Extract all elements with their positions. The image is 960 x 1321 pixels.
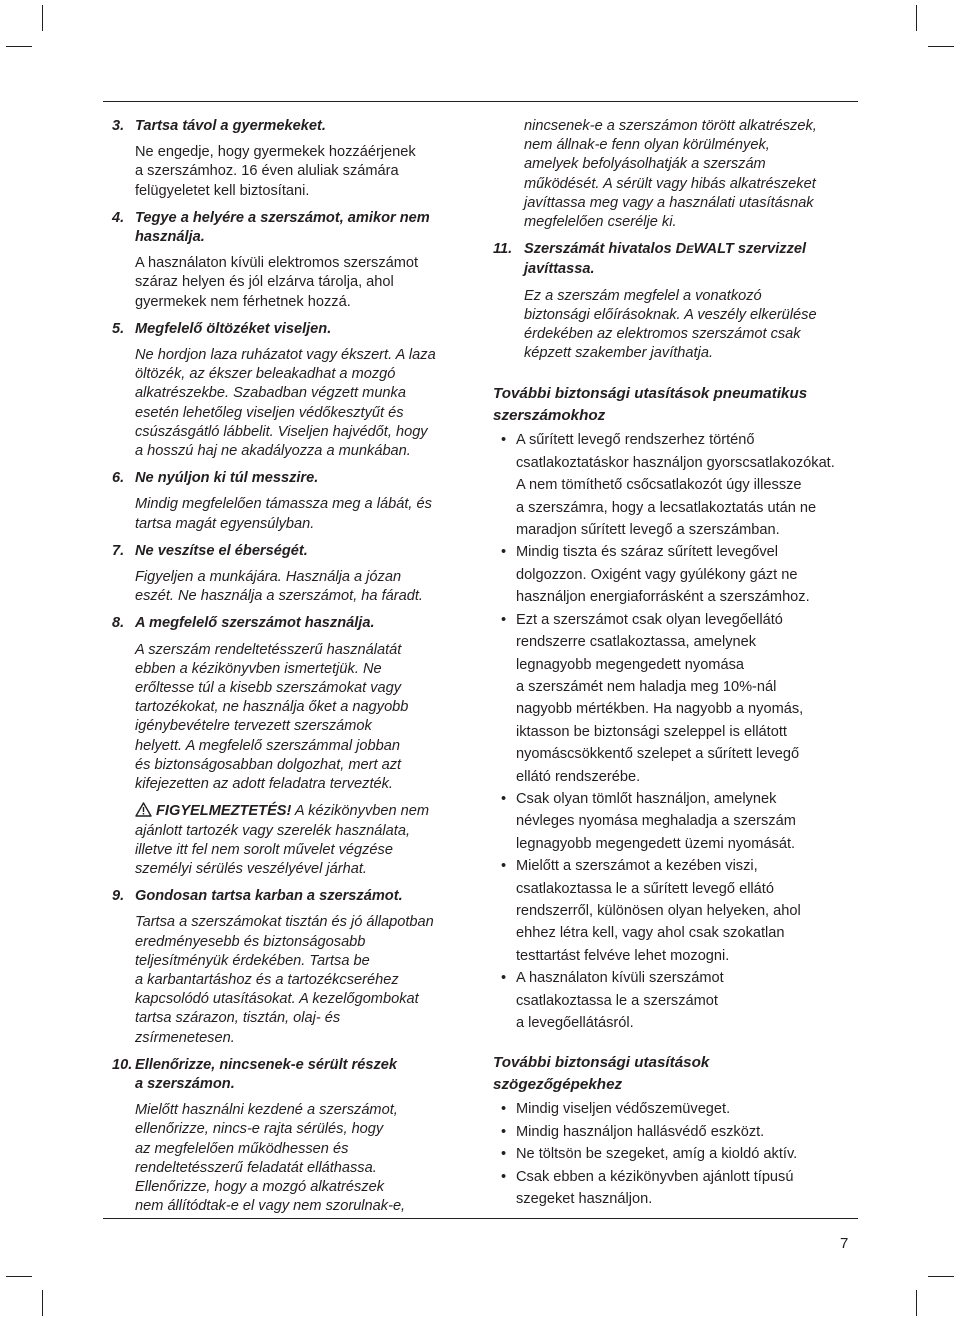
item-heading: Tegye a helyére a szerszámot, amikor nem használja.: [135, 209, 430, 246]
bullet-icon: •: [501, 1101, 507, 1118]
bullet-icon: •: [501, 1146, 507, 1163]
page-number: 7: [840, 1235, 849, 1252]
list-item: • A sűrített levegő rendszerhez történő csatlakoztatáskor használjon gyorscsatlakozókat. A nem tömíthető csőcsatlakozót úgy illessze a szerszámra, hogy a lecsatlakoztatás után ne maradjon sűrített levegő a szerszámban.: [493, 429, 863, 541]
numbered-item: [112, 469, 472, 534]
item-heading: Ellenőrizze, nincsenek-e sérült részek a szerszámon.: [135, 1056, 397, 1092]
numbered-item: [112, 542, 472, 607]
list-item: • Csak ebben a kézikönyvben ajánlott típusú szegeket használjon.: [493, 1166, 863, 1211]
warning-block: [112, 802, 472, 879]
crop-mark: [42, 5, 43, 31]
item-heading: Ne nyúljon ki túl messzire.: [135, 470, 319, 487]
numbered-item: [112, 117, 472, 201]
item-number: 3.: [112, 118, 125, 134]
item-body: Tartsa a szerszámokat tisztán és jó állapotban eredményesebb és biztonságosabb teljesítményük érdekében. Tartsa be a karbantartáshoz és a tartozékcseréhez kapcsolódó utasításokat. A kezelőgombokat tartsa szárazon, tisztán, olaj- és zsírmenetesen.: [135, 914, 434, 1046]
bullet-icon: •: [501, 611, 507, 628]
list-item: • Mindig tiszta és száraz sűrített levegővel dolgozzon. Oxigént vagy gyúlékony gázt ne használjon energiaforrásként a szerszámhoz.: [493, 541, 863, 608]
warning-text: FIGYELMEZTETÉS! A kézikönyvben nem ajánlott tartozék vagy szerelék használata, illetve itt fel nem sorolt művelet végzése személyi sérülés veszélyével járhat.: [135, 803, 430, 877]
item-body: Figyeljen a munkájára. Használja a józan eszét. Ne használja a szerszámot, ha fáradt.: [135, 569, 423, 605]
crop-mark: [6, 1276, 32, 1277]
item-number: 11.: [493, 241, 513, 258]
item-number: 4.: [112, 209, 125, 226]
item-number: 5.: [112, 320, 125, 337]
item-heading: Ne veszítse el éberségét.: [135, 542, 308, 559]
list-item: • Ezt a szerszámot csak olyan levegőellátó rendszerre csatlakoztassa, amelynek legnagyobb megengedett nyomása a szerszámét nem haladja meg 10%-nál nagyobb mértékben. Ha nagyobb a nyomás, iktasson be biztonsági szeleppel is ellátott nyomáscsökkentő szelepet a sűrített levegő ellátó rendszerébe.: [493, 609, 863, 788]
item-heading: Gondosan tartsa karban a szerszámot.: [135, 888, 403, 905]
list-item: • Mindig viseljen védőszemüveget.: [493, 1098, 863, 1120]
numbered-item: [112, 1056, 472, 1217]
crop-mark: [928, 1276, 954, 1277]
list-item: • Csak olyan tömlőt használjon, amelynek névleges nyomása meghaladja a szerszám legnagyobb megengedett üzemi nyomását.: [493, 788, 863, 855]
bullet-icon: •: [501, 970, 507, 987]
item-body: Ne engedje, hogy gyermekek hozzáérjenek a szerszámhoz. 16 éven aluliak számára felügyeletet kell biztosítani.: [135, 144, 416, 199]
item-number: 8.: [112, 615, 125, 632]
item-number: 10.: [112, 1056, 133, 1073]
numbered-item: [112, 614, 472, 794]
pneumatic-safety-heading: További biztonsági utasítások pneumatikus szerszámokhoz: [493, 385, 808, 425]
nailer-safety-heading: További biztonsági utasítások szögezőgépekhez: [493, 1054, 710, 1094]
item-body: Ez a szerszám megfelel a vonatkozó biztonsági előírásoknak. A veszély elkerülése érdekében az elektromos szerszámot csak képzett szakember javíthatja.: [524, 287, 817, 362]
crop-mark: [6, 46, 32, 47]
item-body: Mindig megfelelően támassza meg a lábát, és tartsa magát egyensúlyban.: [135, 496, 432, 532]
item-heading: A megfelelő szerszámot használja.: [135, 615, 375, 632]
bullet-icon: •: [501, 1168, 507, 1185]
bullet-icon: •: [501, 432, 507, 449]
pneumatic-safety-list: [493, 429, 863, 1034]
crop-mark: [928, 46, 954, 47]
bullet-icon: •: [501, 544, 507, 561]
bullet-icon: •: [501, 790, 507, 807]
item-body: A szerszám rendeltetésszerű használatát ebben a kézikönyvben ismertetjük. Ne erőltesse túl a kisebb szerszámokat vagy tartozékokat, ne használja őket a nagyobb igénybevételre tervezett szerszámok helyett. A megfelelő szerszámmal jobban és biztonságosabban dolgozhat, mert azt kifejezetten az adott feladatra tervezték.: [135, 641, 409, 793]
warning-label: FIGYELMEZTETÉS!: [156, 803, 292, 820]
crop-mark: [916, 5, 917, 31]
item-number: 7.: [112, 542, 125, 559]
right-column: [493, 117, 863, 1210]
crop-mark: [916, 1290, 917, 1316]
item-body: Ne hordjon laza ruházatot vagy ékszert. A laza öltözék, az ékszer beleakadhat a mozgó alkatrészekbe. Szabadban végzett munka esetén lehetőleg viseljen védőkesztyűt és csúszásgátló lábbelit. Viseljen hajvédőt, hogy a hosszú haj ne akadályozza a munkában.: [135, 347, 436, 460]
left-column: [112, 117, 472, 1224]
brand-name: WALT: [693, 241, 734, 258]
crop-mark: [42, 1290, 43, 1316]
continued-text: nincsenek-e a szerszámon törött alkatrészek, nem állnak-e fenn olyan körülmények, amelyek befolyásolhatják a szerszám működését. A sérült vagy hibás alkatrészeket javíttassa meg vagy a használati utasításnak megfelelően cserélje ki.: [524, 118, 817, 231]
brand-smallcaps: E: [686, 244, 694, 257]
item-number: 9.: [112, 888, 125, 905]
numbered-item: [112, 887, 472, 1048]
header-rule: [103, 101, 858, 102]
numbered-item: [493, 240, 863, 363]
list-item: • Ne töltsön be szegeket, amíg a kioldó aktív.: [493, 1143, 863, 1165]
numbered-item: [112, 209, 472, 312]
nailer-safety-list: [493, 1098, 863, 1210]
list-item: • Mielőtt a szerszámot a kezében viszi, csatlakoztassa le a sűrített levegő ellátó rendszerről, különösen olyan helyeken, ahol ehhez létra kell, vagy ahol csak szokatlan testtartást felvéve lehet mozogni.: [493, 855, 863, 967]
list-item: • Mindig használjon hallásvédő eszközt.: [493, 1121, 863, 1143]
item-number: 6.: [112, 470, 125, 487]
bullet-icon: •: [501, 1123, 507, 1140]
item-heading: Szerszámát hivatalos DEWALT szervizzel javíttassa.: [524, 241, 807, 278]
item-body: Mielőtt használni kezdené a szerszámot, ellenőrizze, nincs-e rajta sérülés, hogy az megfelelően működhessen és rendeltetésszerű feladatát elláthassa. Ellenőrizze, hogy a mozgó alkatrészek nem állítódtak-e el vagy nem szorulnak-e,: [135, 1102, 406, 1215]
bullet-icon: •: [501, 858, 507, 875]
numbered-item: [112, 320, 472, 461]
item-body: A használaton kívüli elektromos szerszámot száraz helyen és jól elzárva tárolja, ahol gyermekek nem férhetnek hozzá.: [135, 255, 419, 310]
list-item: • A használaton kívüli szerszámot csatlakoztassa le a szerszámot a levegőellátásról.: [493, 967, 863, 1034]
item-heading: Megfelelő öltözéket viseljen.: [135, 320, 332, 337]
item-heading: Tartsa távol a gyermekeket.: [135, 118, 326, 134]
warning-triangle-icon: [135, 802, 152, 817]
